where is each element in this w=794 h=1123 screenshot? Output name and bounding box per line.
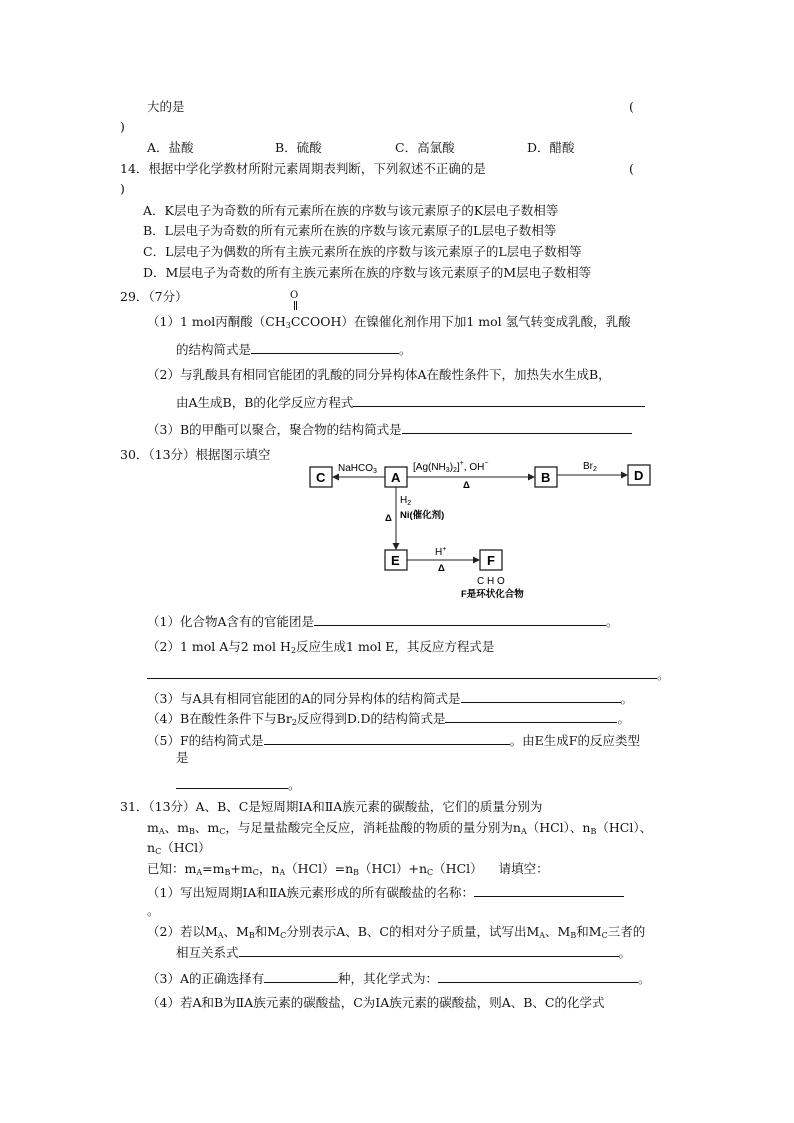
q14-stem: 14．根据中学化学教材所附元素周期表判断，下列叙述不正确的是 — [120, 161, 486, 176]
reagent-h-plus: H+ — [435, 546, 447, 558]
q29-part3: （3）B的甲酯可以聚合，聚合物的结构简式是 — [147, 420, 632, 438]
compound-d-label: D — [634, 468, 644, 483]
q30-part3: （3）与A具有相同官能团的A的同分异构体的结构简式是 。 — [147, 691, 634, 706]
q14-option-d: D．M层电子为奇数的所有主族元素所在族的序数与该元素原子的M层电子数相等 — [143, 265, 592, 280]
answer-blank[interactable] — [264, 731, 510, 745]
q30-part4: （4）B在酸性条件下与$Br_2$反应得到D.D的结构简式是 。 — [147, 711, 630, 727]
answer-blank[interactable] — [474, 883, 624, 897]
compound-b-label: B — [541, 470, 551, 485]
reagent-h2: $H_2$ — [400, 495, 412, 507]
reaction-scheme — [305, 455, 665, 603]
heat-symbol: Δ — [385, 513, 392, 524]
q30-part5-line2: 是 — [176, 750, 189, 765]
carbonyl-double-bond-2 — [296, 301, 297, 310]
q31-known-condition: 已知：$m_A=m_B+m_C$，$n_A(HCl)=n_B(HCl)+n_C(HCl)$ 请填空： — [147, 861, 549, 877]
answer-blank[interactable] — [251, 340, 399, 354]
q30-part2-answer: 。 — [147, 665, 670, 683]
q31-part3: （3）A的正确选择有 种，其化学式为： 。 — [147, 971, 651, 986]
compound-a-label: A — [391, 470, 401, 485]
q13-option-d: D．醋酸 — [527, 140, 575, 155]
answer-blank[interactable] — [402, 420, 632, 434]
answer-blank[interactable] — [438, 969, 638, 983]
q31-part1-end: 。 — [147, 903, 160, 918]
q13-paren-close: ) — [120, 119, 125, 134]
q30-part1: （1）化合物A含有的官能团是 。 — [147, 614, 619, 629]
q13-stem-tail: 大的是 — [147, 99, 185, 114]
answer-blank[interactable] — [314, 612, 606, 626]
answer-blank[interactable] — [239, 943, 619, 957]
q13-option-b: B．硫酸 — [275, 140, 322, 155]
q31-stem-line2: $m_A$、$m_B$、$m_C$，与足量盐酸完全反应，消耗盐酸的物质的量分别为$n_A(HCl)$、$n_B(HCl)$、 — [147, 820, 653, 836]
heat-symbol: Δ — [438, 563, 445, 574]
q29-part2-line1: （2）与乳酸具有相同官能团的乳酸的同分异构体A在酸性条件下，加热失水生成B， — [147, 367, 611, 382]
q30-part2: （2）1 mol A与2 mol $H_2$反应生成1 mol E，其反应方程式是 — [147, 639, 495, 655]
q14-paren-open: ( — [629, 161, 634, 176]
compound-c-label: C — [316, 470, 326, 485]
q31-stem-line1: 31．（13分）A、B、C是短周期ⅠA和ⅡA族元素的碳酸盐，它们的质量分别为 — [120, 799, 543, 814]
f-formula: C H O — [477, 576, 505, 587]
reagent-br2: $Br_2$ — [583, 461, 597, 473]
q13-option-a: A．盐酸 — [147, 140, 194, 155]
q31-stem-line3: $n_C(HCl)$ — [147, 840, 211, 856]
compound-f-label: F — [487, 553, 495, 568]
heat-symbol: Δ — [463, 480, 470, 491]
q14-paren-close: ) — [120, 181, 125, 196]
q29-part1-line2: 的结构简式是 。 — [176, 342, 412, 357]
q31-part2: （2）若以$M_A$、$M_B$和$M_C$分别表示A、B、C的相对分子质量，试写出$M_A$、$M_B$和$M_C$三者的 — [147, 924, 646, 940]
answer-blank[interactable] — [461, 689, 621, 703]
answer-blank[interactable] — [264, 969, 338, 983]
reagent-nahco3: NaHCO$_3$ — [338, 463, 377, 475]
q29-header: 29．（7分） — [120, 289, 188, 304]
q30-part5-answer: 。 — [176, 775, 301, 793]
carbonyl-double-bond — [294, 301, 295, 310]
q13-paren-open: ( — [629, 99, 634, 114]
q31-part4: （4）若A和B为ⅡA族元素的碳酸盐，C为ⅠA族元素的碳酸盐，则A、B、C的化学式 — [147, 995, 605, 1010]
q14-option-a: A．K层电子为奇数的所有元素所在族的序数与该元素原子的K层电子数相等 — [143, 203, 559, 218]
q31-part2-line2: 相互关系式 。 — [176, 945, 632, 960]
carbonyl-oxygen: O — [290, 290, 299, 301]
reagent-tollens: $[Ag(NH_3)_2]^+$, OH− — [413, 460, 489, 474]
q31-part1: （1）写出短周期ⅠA和ⅡA族元素形成的所有碳酸盐的名称： — [147, 883, 624, 901]
q14-option-b: B．L层电子为奇数的所有元素所在族的序数与该元素原子的L层电子数相等 — [143, 223, 557, 238]
q29-part2-line2: 由A生成B，B的化学反应方程式 — [176, 393, 645, 411]
q14-option-c: C．L层电子为偶数的所有主族元素所在族的序数与该元素原子的L层电子数相等 — [143, 244, 582, 259]
answer-blank[interactable] — [147, 665, 657, 679]
q29-part1-line1: （1）1 mol丙酮酸$(CH_3CCOOH)$在镍催化剂作用下加1 mol 氢气转变成乳酸，乳酸 — [147, 314, 631, 330]
f-cyclic-note: F是环状化合物 — [461, 589, 524, 600]
answer-blank[interactable] — [176, 775, 288, 789]
answer-blank[interactable] — [353, 393, 645, 407]
compound-e-label: E — [391, 553, 400, 568]
reagent-ni-catalyst: Ni(催化剂) — [400, 510, 445, 521]
q30-part5: （5）F的结构简式是 。由E生成F的反应类型 — [147, 733, 640, 748]
q13-option-c: C．高氯酸 — [395, 140, 455, 155]
q30-header: 30．（13分）根据图示填空 — [120, 447, 271, 462]
answer-blank[interactable] — [445, 709, 617, 723]
